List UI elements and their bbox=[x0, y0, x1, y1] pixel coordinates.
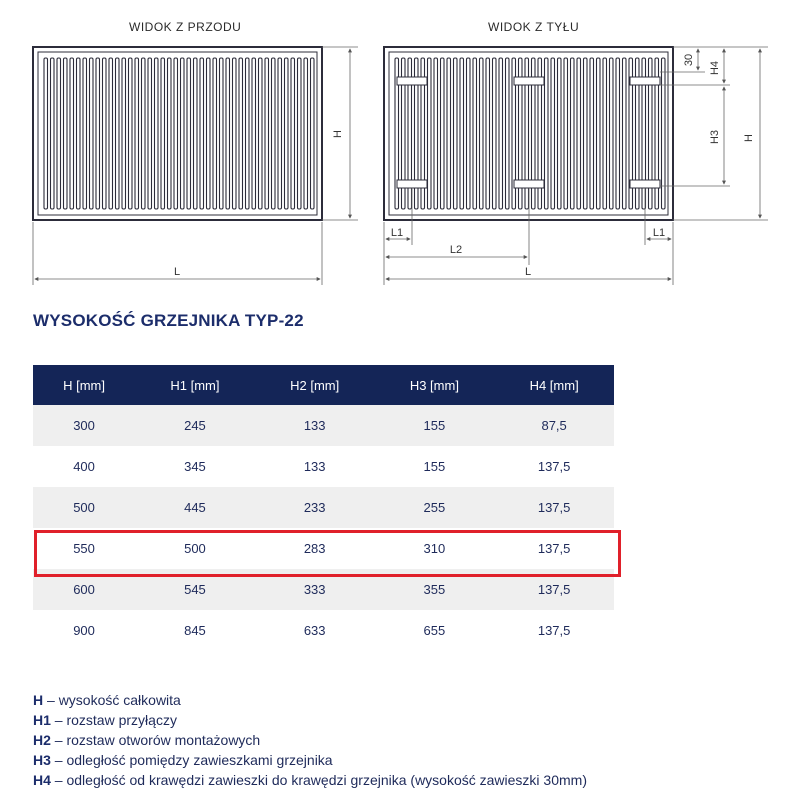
radiator-fin bbox=[467, 58, 471, 209]
cell: 155 bbox=[375, 405, 495, 446]
radiator-fin bbox=[473, 58, 477, 209]
cell: 900 bbox=[73, 623, 95, 638]
radiator-fin bbox=[597, 58, 601, 209]
radiator-fin bbox=[623, 58, 627, 209]
cell: 137,5 bbox=[537, 459, 571, 474]
radiator-fin bbox=[265, 58, 269, 209]
radiator-fin bbox=[304, 58, 308, 209]
back-view bbox=[384, 47, 673, 220]
table-row bbox=[33, 569, 614, 610]
legend bbox=[33, 690, 587, 790]
radiator-fin bbox=[454, 58, 458, 209]
radiator-fin bbox=[311, 58, 315, 209]
radiator-fin bbox=[135, 58, 139, 209]
back-dim-l: L bbox=[524, 266, 532, 278]
cell: 633 bbox=[303, 623, 326, 638]
back-dim-h3: H3 bbox=[709, 129, 721, 145]
radiator-fin bbox=[168, 58, 172, 209]
cell: 133 bbox=[303, 459, 326, 474]
radiator-fin bbox=[480, 58, 484, 209]
cell: 133 bbox=[255, 405, 375, 446]
cell: 245 bbox=[135, 405, 255, 446]
cell: 255 bbox=[375, 487, 495, 528]
radiator-fin bbox=[460, 58, 464, 209]
cell: 600 bbox=[33, 569, 135, 610]
back-dim-30: 30 bbox=[683, 53, 695, 67]
radiator-fin bbox=[103, 58, 107, 209]
radiator-fin bbox=[506, 58, 510, 209]
cell: 137,5 bbox=[494, 487, 614, 528]
cell: 283 bbox=[303, 541, 326, 556]
radiator-fin bbox=[64, 58, 68, 209]
radiator-fin bbox=[298, 58, 302, 209]
radiator-fin bbox=[51, 58, 55, 209]
radiator-fin bbox=[109, 58, 113, 209]
radiator-fin bbox=[200, 58, 204, 209]
back-dim-l1-right: L1 bbox=[652, 227, 666, 239]
cell: 445 bbox=[135, 487, 255, 528]
table-row bbox=[33, 405, 614, 446]
radiator-fin bbox=[187, 58, 191, 209]
radiator-fin bbox=[616, 58, 620, 209]
radiator-fin bbox=[213, 58, 217, 209]
radiator-fin bbox=[70, 58, 74, 209]
radiator-fin bbox=[57, 58, 61, 209]
back-dim-l1-left: L1 bbox=[390, 227, 404, 239]
cell: 87,5 bbox=[494, 405, 614, 446]
radiator-fin bbox=[142, 58, 146, 209]
radiator-fin bbox=[174, 58, 178, 209]
radiator-fin bbox=[428, 58, 432, 209]
radiator-fin bbox=[239, 58, 243, 209]
radiator-fin bbox=[434, 58, 438, 209]
radiator-fin bbox=[77, 58, 81, 209]
cell: 845 bbox=[184, 623, 206, 638]
header-h1: H1 [mm] bbox=[135, 365, 255, 405]
radiator-fin bbox=[590, 58, 594, 209]
radiator-fin bbox=[499, 58, 503, 209]
section-heading: WYSOKOŚĆ GRZEJNIKA TYP-22 bbox=[33, 311, 304, 330]
radiator-fin bbox=[129, 58, 133, 209]
back-dim-h4: H4 bbox=[709, 60, 721, 76]
radiator-fin bbox=[161, 58, 165, 209]
radiator-fin bbox=[122, 58, 126, 209]
radiator-fin bbox=[259, 58, 263, 209]
radiator-fin bbox=[155, 58, 159, 209]
radiator-fin bbox=[116, 58, 120, 209]
front-view bbox=[33, 47, 322, 220]
cell: 545 bbox=[135, 569, 255, 610]
radiator-fin bbox=[545, 58, 549, 209]
header-h4: H4 [mm] bbox=[494, 365, 614, 405]
legend-item: H2 – rozstaw otworów montażowych bbox=[33, 732, 261, 748]
radiator-fin bbox=[577, 58, 581, 209]
radiator-fin bbox=[220, 58, 224, 209]
cell: 345 bbox=[184, 459, 206, 474]
radiator-fin bbox=[558, 58, 562, 209]
cell: 310 bbox=[423, 541, 446, 556]
radiator-technical-drawing bbox=[0, 0, 791, 300]
legend-item: H4 – odległość od krawędzi zawieszki do krawędzi grzejnika (wysokość zawieszki 30mm) bbox=[33, 772, 587, 788]
cell: 155 bbox=[423, 459, 446, 474]
back-dim-h: H bbox=[743, 134, 755, 142]
radiator-fin bbox=[285, 58, 289, 209]
radiator-fin bbox=[90, 58, 94, 209]
radiator-fin bbox=[44, 58, 48, 209]
front-dim-l: L bbox=[173, 266, 181, 278]
radiator-fin bbox=[226, 58, 230, 209]
radiator-fin bbox=[584, 58, 588, 209]
cell: 500 bbox=[184, 541, 206, 556]
radiator-fin bbox=[486, 58, 490, 209]
cell: 550 bbox=[73, 541, 95, 556]
radiator-fin bbox=[610, 58, 614, 209]
table-row bbox=[33, 610, 614, 651]
table-row bbox=[33, 446, 614, 487]
radiator-fin bbox=[493, 58, 497, 209]
header-h2: H2 [mm] bbox=[255, 365, 375, 405]
table-row-highlighted bbox=[33, 528, 614, 569]
radiator-fin bbox=[233, 58, 237, 209]
cell: 137,5 bbox=[494, 569, 614, 610]
radiator-fin bbox=[96, 58, 100, 209]
cell: 137,5 bbox=[537, 623, 571, 638]
radiator-fin bbox=[571, 58, 575, 209]
cell: 300 bbox=[33, 405, 135, 446]
radiator-fin bbox=[272, 58, 276, 209]
radiator-fin bbox=[207, 58, 211, 209]
dimensions-table bbox=[33, 365, 614, 651]
cell: 655 bbox=[423, 623, 446, 638]
radiator-fin bbox=[278, 58, 282, 209]
front-view-label: WIDOK Z PRZODU bbox=[129, 20, 242, 34]
radiator-fin bbox=[564, 58, 568, 209]
header-h: H [mm] bbox=[33, 365, 135, 405]
radiator-fin bbox=[246, 58, 250, 209]
cell: 355 bbox=[375, 569, 495, 610]
radiator-fin bbox=[181, 58, 185, 209]
back-view-label: WIDOK Z TYŁU bbox=[488, 20, 580, 34]
legend-item: H3 – odległość pomiędzy zawieszkami grzejnika bbox=[33, 752, 333, 768]
cell: 137,5 bbox=[537, 541, 571, 556]
cell: 233 bbox=[255, 487, 375, 528]
header-h3: H3 [mm] bbox=[375, 365, 495, 405]
radiator-fin bbox=[252, 58, 256, 209]
radiator-fin bbox=[441, 58, 445, 209]
back-dim-l2: L2 bbox=[449, 244, 463, 256]
front-dim-h: H bbox=[332, 130, 344, 138]
radiator-fin bbox=[447, 58, 451, 209]
radiator-fin bbox=[603, 58, 607, 209]
radiator-fin bbox=[291, 58, 295, 209]
legend-item: H – wysokość całkowita bbox=[33, 692, 181, 708]
cell: 400 bbox=[73, 459, 95, 474]
cell: 500 bbox=[33, 487, 135, 528]
legend-item: H1 – rozstaw przyłączy bbox=[33, 712, 177, 728]
radiator-fin bbox=[194, 58, 198, 209]
radiator-fin bbox=[148, 58, 152, 209]
table-row bbox=[33, 487, 614, 528]
radiator-fin bbox=[551, 58, 555, 209]
cell: 333 bbox=[255, 569, 375, 610]
table-header-row bbox=[33, 365, 614, 405]
radiator-fin bbox=[83, 58, 87, 209]
